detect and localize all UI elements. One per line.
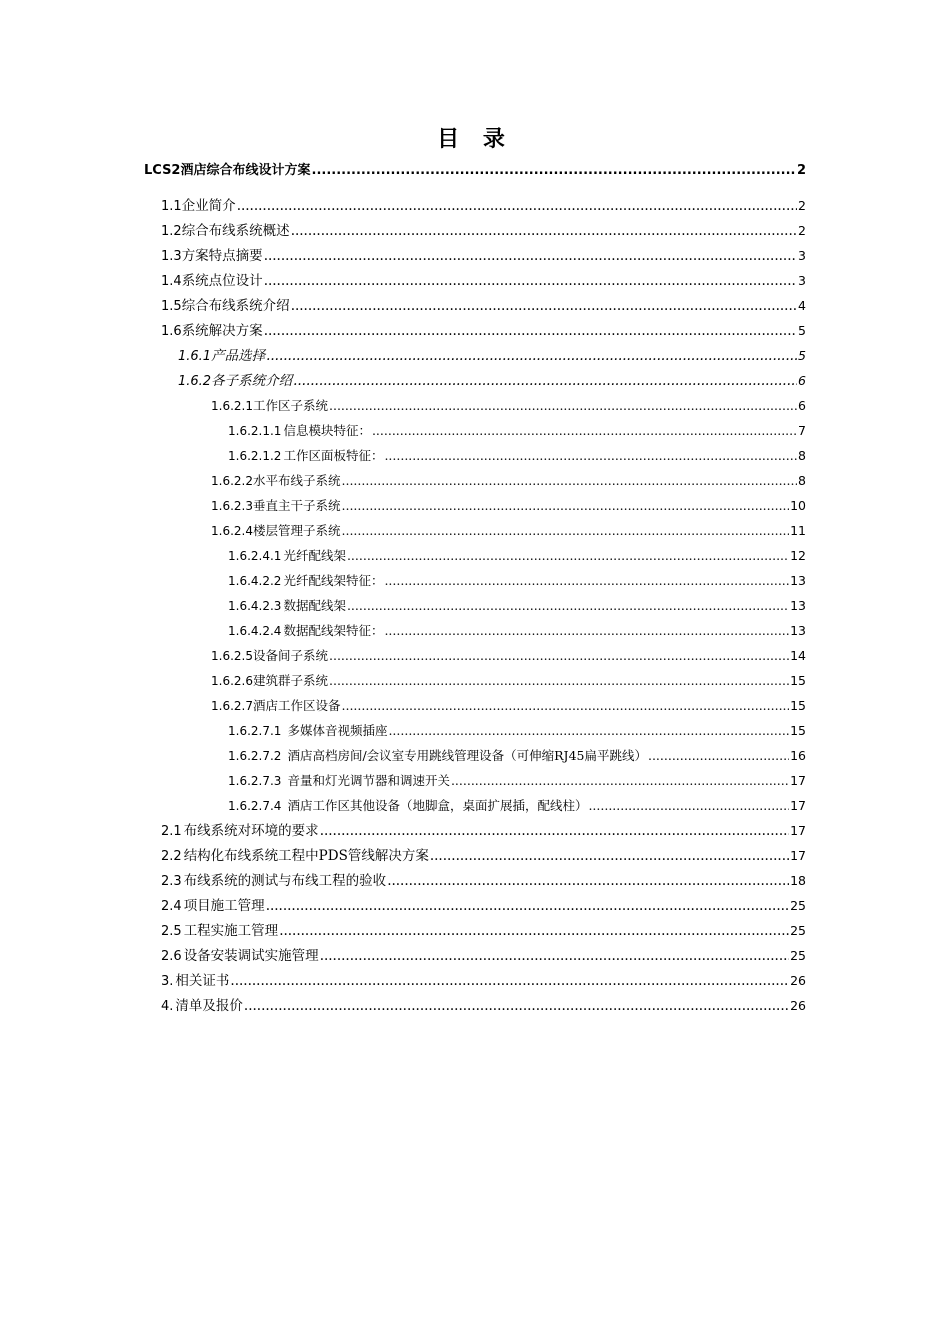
- toc-entry[interactable]: [228, 772, 806, 790]
- toc-entry[interactable]: [228, 722, 806, 740]
- toc-entry[interactable]: [211, 672, 806, 690]
- toc-entry-title: 酒店工作区其他设备（地脚盒，桌面扩展插，配线柱）: [287, 798, 588, 813]
- toc-entry[interactable]: [228, 747, 806, 765]
- toc-entry-page: 8: [798, 448, 806, 463]
- toc-entry[interactable]: [161, 922, 806, 941]
- toc-leader: [329, 672, 789, 690]
- toc-leader: [329, 647, 789, 665]
- toc-leader: [264, 272, 797, 290]
- toc-entry[interactable]: [161, 972, 806, 991]
- toc-entry-title: 综合布线系统介绍: [181, 298, 290, 314]
- toc-entry-title: 水平布线子系统: [252, 473, 341, 488]
- toc-leader: [230, 972, 789, 990]
- toc-leader: [347, 547, 789, 565]
- toc-title: 目 录: [437, 126, 513, 152]
- toc-entry-number: 2.3: [161, 874, 182, 889]
- toc-entry-page: 6: [798, 373, 806, 388]
- toc-entry-title: 工程实施工管理: [183, 923, 279, 939]
- toc-entry[interactable]: [161, 897, 806, 916]
- toc-entry-page: 17: [790, 798, 806, 813]
- toc-entry[interactable]: [161, 822, 806, 841]
- toc-entry-page: 14: [790, 648, 806, 663]
- toc-leader: [588, 797, 789, 815]
- toc-leader: [291, 297, 797, 315]
- toc-entry[interactable]: [228, 597, 806, 615]
- toc-entry-number: 1.5: [161, 299, 182, 314]
- toc-entry-number: 1.6.2.5: [211, 649, 253, 663]
- toc-entry-page: 15: [790, 698, 806, 713]
- toc-entry[interactable]: [161, 197, 806, 216]
- toc-entry-page: 3: [798, 248, 806, 263]
- toc-leader: [320, 947, 789, 965]
- toc-entry-number: 1.6.2.7.1: [228, 724, 282, 738]
- toc-entry[interactable]: [211, 497, 806, 515]
- toc-entry[interactable]: [161, 997, 806, 1016]
- toc-entry[interactable]: [161, 322, 806, 341]
- toc-entry-title: 方案特点摘要: [181, 248, 263, 264]
- toc-entry-title: 数据配线架特征：: [283, 623, 384, 638]
- toc-entry-title: 相关证书: [175, 973, 230, 989]
- toc-entry-title: 项目施工管理: [183, 898, 265, 914]
- toc-entry-number: 1.6.2.6: [211, 674, 253, 688]
- toc-entry-title: 结构化布线系统工程中PDS管线解决方案: [183, 848, 429, 864]
- toc-leader: [648, 747, 789, 765]
- toc-entry[interactable]: [211, 472, 806, 490]
- toc-entry-page: 17: [790, 773, 806, 788]
- toc-leader: [291, 222, 797, 240]
- toc-entry-title: 工作区面板特征：: [283, 448, 384, 463]
- toc-entry-page: 16: [790, 748, 806, 763]
- toc-entry-title: 数据配线架: [283, 598, 346, 613]
- toc-entry-page: 25: [790, 898, 806, 913]
- toc-entry-page: 26: [790, 973, 806, 988]
- toc-entry-number: 2.1: [161, 824, 182, 839]
- toc-entry-number: 2.5: [161, 924, 182, 939]
- toc-entry-title: 布线系统对环境的要求: [183, 823, 319, 839]
- toc-entry[interactable]: [228, 422, 806, 440]
- toc-leader: [384, 447, 797, 465]
- toc-entry-title: 多媒体音视频插座: [287, 723, 388, 738]
- toc-entry-page: 2: [796, 163, 806, 178]
- toc-entry-page: 2: [798, 198, 806, 213]
- toc-leader: [279, 922, 789, 940]
- toc-leader: [388, 722, 789, 740]
- toc-entry-title: 音量和灯光调节器和调速开关: [287, 773, 450, 788]
- toc-entry-title: 系统点位设计: [181, 273, 263, 289]
- toc-entry[interactable]: [211, 397, 806, 415]
- toc-entry[interactable]: [178, 347, 806, 366]
- toc-entry-number: 1.6.2.1.1: [228, 424, 282, 438]
- toc-entry-title: 工作区子系统: [252, 398, 328, 413]
- toc-entry[interactable]: [161, 872, 806, 891]
- toc-entry-page: 10: [790, 498, 806, 513]
- toc-entry-number: 1.6.2.1: [211, 399, 253, 413]
- toc-entry-number: 1.6.4.2.3: [228, 599, 282, 613]
- toc-entry-number: 1.6.2.2: [211, 474, 253, 488]
- toc-entry-page: 7: [798, 423, 806, 438]
- toc-entry-title: 布线系统的测试与布线工程的验收: [183, 873, 387, 889]
- toc-entry-number: 1.6.2: [178, 374, 212, 389]
- toc-entry[interactable]: [211, 522, 806, 540]
- toc-entry-number: 1.3: [161, 249, 182, 264]
- toc-entry-number: 1.6.2.4.1: [228, 549, 282, 563]
- toc-entry-title: 酒店工作区设备: [252, 698, 341, 713]
- toc-entry-page: 17: [790, 848, 806, 863]
- toc-entry-page: 5: [798, 348, 806, 363]
- toc-entry[interactable]: [161, 222, 806, 241]
- toc-leader: [329, 397, 797, 415]
- toc-entry-page: 11: [790, 523, 806, 538]
- toc-entry-title: 光纤配线架: [283, 548, 346, 563]
- toc-entry[interactable]: [144, 162, 806, 180]
- toc-entry-page: 15: [790, 673, 806, 688]
- toc-entry-page: 25: [790, 923, 806, 938]
- toc-entry-title: 清单及报价: [175, 998, 243, 1014]
- toc-leader: [372, 422, 797, 440]
- toc-leader: [266, 897, 789, 915]
- toc-entry-title: 企业简介: [181, 198, 236, 214]
- toc-entry-page: 25: [790, 948, 806, 963]
- toc-entry-title: 酒店综合布线设计方案: [180, 163, 311, 178]
- toc-entry-number: 1.6.4.2.2: [228, 574, 282, 588]
- toc-entry-title: 产品选择: [211, 348, 266, 364]
- toc-entry-page: 3: [798, 273, 806, 288]
- toc-entry-title: 综合布线系统概述: [181, 223, 290, 239]
- toc-entry-page: 13: [790, 573, 806, 588]
- toc-entry[interactable]: [211, 647, 806, 665]
- toc-leader: [312, 162, 796, 180]
- toc-leader: [293, 372, 797, 390]
- toc-leader: [387, 872, 789, 890]
- toc-entry-page: 17: [790, 823, 806, 838]
- toc-leader: [384, 572, 789, 590]
- toc-leader: [244, 997, 789, 1015]
- toc-entry-number: 1.4: [161, 274, 182, 289]
- toc-entry-page: 18: [790, 873, 806, 888]
- toc-entry-page: 8: [798, 473, 806, 488]
- toc-entry-number: 1.6.2.1.2: [228, 449, 282, 463]
- toc-entry[interactable]: [228, 797, 806, 815]
- toc-leader: [266, 347, 797, 365]
- toc-entry[interactable]: [228, 572, 806, 590]
- toc-entry-number: 1.6.2.7.2: [228, 749, 282, 763]
- toc-leader: [347, 597, 789, 615]
- toc-entry[interactable]: [161, 947, 806, 966]
- toc-entry-title: 信息模块特征：: [283, 423, 371, 438]
- toc-entry-number: 2.4: [161, 899, 182, 914]
- toc-entry[interactable]: [161, 847, 806, 866]
- toc-entry-title: 光纤配线架特征：: [283, 573, 384, 588]
- toc-leader: [264, 322, 797, 340]
- toc-entry-title: 各子系统介绍: [211, 373, 293, 389]
- toc-leader: [342, 522, 790, 540]
- toc-leader: [264, 247, 797, 265]
- toc-leader: [320, 822, 789, 840]
- toc-entry-page: 15: [790, 723, 806, 738]
- toc-entry-number: 4.: [161, 999, 174, 1014]
- toc-entry-number: 1.6.1: [178, 349, 212, 364]
- toc-entry[interactable]: [161, 272, 806, 291]
- toc-entry-number: 1.6.2.4: [211, 524, 253, 538]
- toc-entry-number: 1.6.2.7.3: [228, 774, 282, 788]
- toc-leader: [451, 772, 789, 790]
- toc-entry-page: 13: [790, 598, 806, 613]
- toc-entry[interactable]: [161, 247, 806, 266]
- toc-entry-number: LCS2: [144, 163, 181, 178]
- toc-entry-title: 楼层管理子系统: [252, 523, 341, 538]
- toc-entry-number: 2.2: [161, 849, 182, 864]
- toc-leader: [384, 622, 789, 640]
- toc-entry-title: 垂直主干子系统: [252, 498, 341, 513]
- toc-entry-title: 建筑群子系统: [252, 673, 328, 688]
- toc-entry-page: 26: [790, 998, 806, 1013]
- toc-entry-title: 设备间子系统: [252, 648, 328, 663]
- toc-leader: [342, 697, 790, 715]
- toc-entry-number: 1.6.2.3: [211, 499, 253, 513]
- toc-entry-number: 1.6: [161, 324, 182, 339]
- toc-entry-title: 系统解决方案: [181, 323, 263, 339]
- toc-entry-page: 5: [798, 323, 806, 338]
- toc-entry-page: 4: [798, 298, 806, 313]
- toc-entry[interactable]: [228, 622, 806, 640]
- toc-entry[interactable]: [228, 447, 806, 465]
- toc-entry[interactable]: [228, 547, 806, 565]
- toc-entry[interactable]: [178, 372, 806, 391]
- toc-entry-number: 1.6.2.7: [211, 699, 253, 713]
- toc-leader: [342, 497, 790, 515]
- toc-entry-page: 6: [798, 398, 806, 413]
- toc-entry-page: 12: [790, 548, 806, 563]
- toc-entry-number: 2.6: [161, 949, 182, 964]
- toc-entry[interactable]: [211, 697, 806, 715]
- toc-leader: [430, 847, 789, 865]
- toc-leader: [237, 197, 797, 215]
- toc-entry-number: 1.1: [161, 199, 182, 214]
- toc-entry-number: 1.6.4.2.4: [228, 624, 282, 638]
- toc-entry-title: 设备安装调试实施管理: [183, 948, 319, 964]
- toc-entry-number: 1.6.2.7.4: [228, 799, 282, 813]
- toc-entry-number: 1.2: [161, 224, 182, 239]
- toc-entry[interactable]: [161, 297, 806, 316]
- toc-leader: [342, 472, 798, 490]
- toc-entry-page: 2: [798, 223, 806, 238]
- toc-entry-number: 3.: [161, 974, 174, 989]
- toc-entry-title: 酒店高档房间/会议室专用跳线管理设备（可伸缩RJ45扁平跳线）: [287, 748, 647, 763]
- toc-entry-page: 13: [790, 623, 806, 638]
